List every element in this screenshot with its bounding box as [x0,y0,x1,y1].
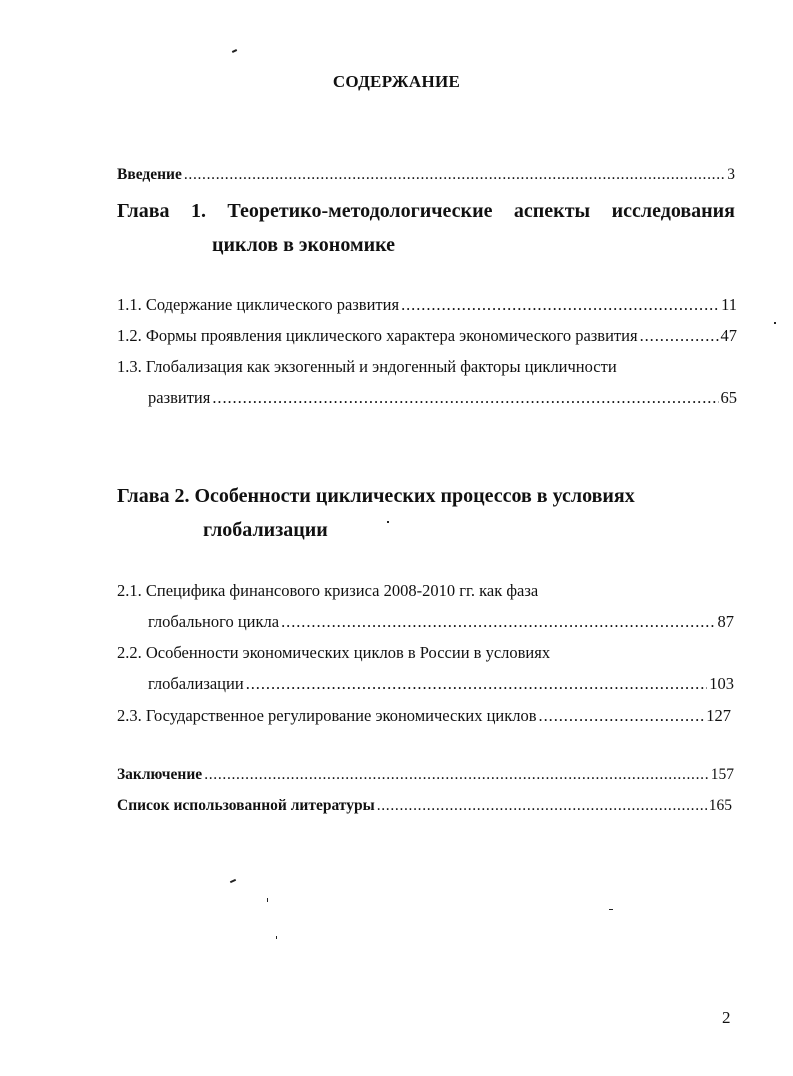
toc-entry-label: Список использованной литературы [117,797,375,814]
dot-leader [640,326,719,346]
toc-page-number: 3 [727,166,735,183]
toc-page-number: 65 [720,388,737,407]
dot-leader [246,674,708,694]
toc-entry-label: глобального цикла [148,612,280,631]
scan-speck [276,936,277,939]
dot-leader [281,612,715,632]
scan-speck [774,322,776,324]
dot-leader [184,166,725,184]
chapter-1-word: Теоретико-методологические [227,200,493,222]
dot-leader [204,766,709,784]
toc-page-number: 47 [720,326,737,345]
chapter-1-word: Глава [117,200,170,222]
dot-leader [401,295,719,315]
toc-entry-2-1-line1: 2.1. Специфика финансового кризиса 2008-2010 гг. как фаза [117,581,539,600]
scan-speck [232,49,237,53]
toc-entry-1-3 [148,388,737,408]
toc-entry-label: 2.3. Государственное регулирование экономических циклов [117,706,537,725]
toc-entry-label: Введение [117,166,182,183]
toc-entry-conclusion [117,766,734,784]
dot-leader [212,388,718,408]
page-title: СОДЕРЖАНИЕ [332,72,461,91]
toc-page-number: 103 [709,674,734,693]
toc-entry-label: 1.2. Формы проявления циклического характера экономического развития [117,326,638,345]
scan-speck [230,879,236,883]
scan-speck [387,521,389,523]
toc-entry-label: развития [148,388,211,407]
chapter-1-word: исследования [611,200,735,222]
toc-page-number: 165 [708,797,732,814]
toc-entry-label: 1.1. Содержание циклического развития [117,295,400,314]
chapter-1-word: аспекты [513,200,591,222]
toc-page-number: 127 [706,706,731,725]
toc-page-number: 11 [721,295,737,314]
chapter-2-heading: Глава 2. Особенности циклических процессов в условиях [117,485,635,507]
toc-entry-1-3-line1: 1.3. Глобализация как экзогенный и эндогенный факторы цикличности [117,357,617,376]
chapter-2-heading-cont: глобализации [203,519,328,541]
toc-entry-2-2 [148,674,734,694]
toc-entry-intro [117,166,735,184]
chapter-1-heading-cont: циклов в экономике [212,234,395,256]
toc-entry-references [117,797,732,815]
toc-page-number: 157 [710,766,734,783]
toc-entry-label: глобализации [148,674,244,693]
toc-entry-1-2 [117,326,737,346]
chapter-1-heading [117,196,735,227]
toc-entry-2-3 [117,706,731,726]
toc-page-number: 87 [717,612,734,631]
toc-entry-2-2-line1: 2.2. Особенности экономических циклов в России в условиях [117,643,551,662]
chapter-1-word: 1. [190,200,206,222]
dot-leader [539,706,705,726]
scan-speck [267,898,268,902]
page-number: 2 [722,1008,731,1027]
toc-entry-1-1 [117,295,737,315]
dot-leader [377,797,707,815]
toc-entry-label: Заключение [117,766,203,783]
scan-speck [609,909,613,910]
toc-entry-2-1 [148,612,734,632]
